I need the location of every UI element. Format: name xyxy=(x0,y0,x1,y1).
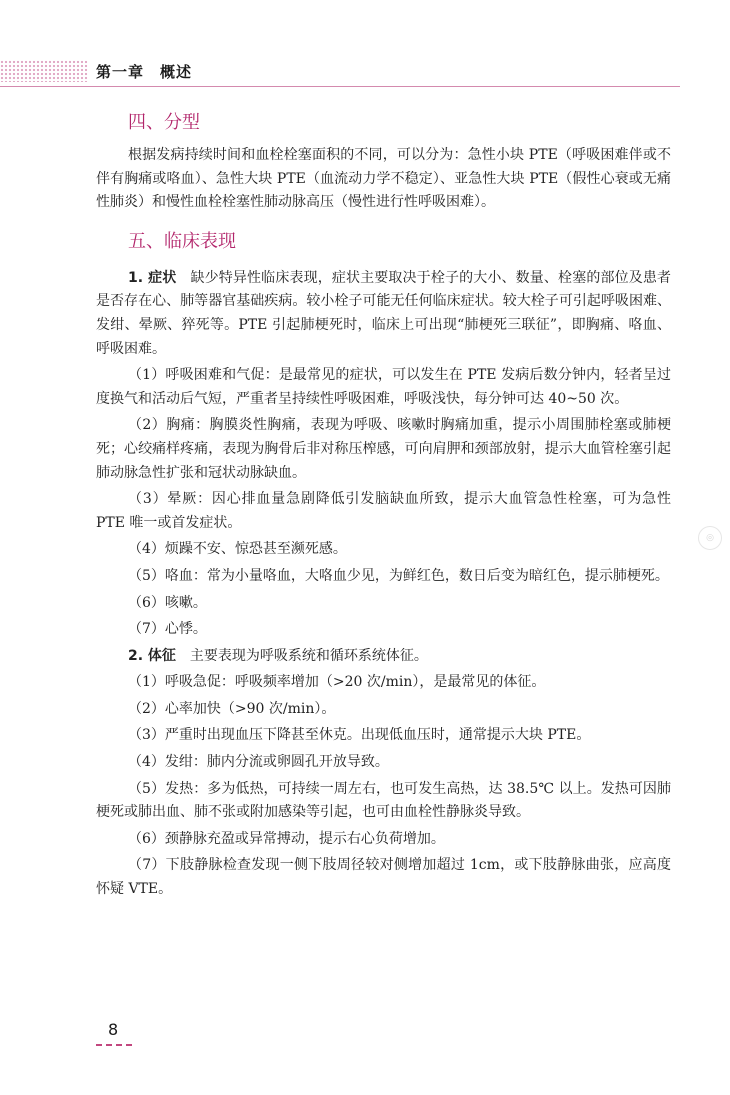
signs-intro: 主要表现为呼吸系统和循环系统体征。 xyxy=(175,647,428,664)
symptoms-label: 1. 症状 xyxy=(128,269,177,286)
header-dot-pattern xyxy=(0,60,88,82)
watermark-seal-icon: ◎ xyxy=(698,526,722,550)
sign-item: （5）发热：多为低热，可持续一周左右，也可发生高热，达 38.5℃ 以上。发热可因肺梗死或肺出血、肺不张或附加感染等引起，也可由血栓性静脉炎导致。 xyxy=(96,780,671,821)
symptom-item: （4）烦躁不安、惊恐甚至濒死感。 xyxy=(128,541,347,558)
symptom-item: （5）咯血：常为小量咯血，大咯血少见，为鲜红色，数日后变为暗红色，提示肺梗死。 xyxy=(128,567,669,584)
symptom-item: （2）胸痛：胸膜炎性胸痛，表现为呼吸、咳嗽时胸痛加重，提示小周围肺栓塞或肺梗死；心绞痛样疼痛，表现为胸骨后非对称压榨感，可向肩胛和颈部放射，提示大血管栓塞引起肺动脉急性扩张和冠状动脉缺血。 xyxy=(96,417,671,481)
sign-item: （7）下肢静脉检查发现一侧下肢周径较对侧增加超过 1cm，或下肢静脉曲张，应高度怀疑 VTE。 xyxy=(96,857,671,898)
symptom-item: （7）心悸。 xyxy=(128,621,207,638)
header-rule xyxy=(0,86,680,87)
sign-item: （1）呼吸急促：呼吸频率增加（>20 次/min），是最常见的体征。 xyxy=(128,674,546,691)
symptoms-paragraph xyxy=(96,267,671,361)
symptom-item: （3）晕厥：因心排血量急剧降低引发脑缺血所致，提示大血管急性栓塞，可为急性 PTE 唯一或首发症状。 xyxy=(96,491,671,531)
sign-item: （3）严重时出现血压下降甚至休克。出现低血压时，通常提示大块 PTE。 xyxy=(128,727,591,744)
signs-label: 2. 体征 xyxy=(128,647,176,664)
signs-paragraph xyxy=(96,645,671,669)
symptom-item: （6）咳嗽。 xyxy=(128,594,207,611)
chapter-title: 第一章 概述 xyxy=(96,63,193,81)
section-heading-classification: 四、分型 xyxy=(128,112,200,133)
classification-paragraph: 根据发病持续时间和血栓栓塞面积的不同，可以分为：急性小块 PTE（呼吸困难伴或不伴有胸痛或咯血）、急性大块 PTE（血流动力学不稳定）、亚急性大块 PTE（假性心衰或无痛性肺炎）和慢性血栓栓塞性肺动脉高压（慢性进行性呼吸困难）。 xyxy=(96,147,671,211)
section-heading-clinical-manifestations: 五、临床表现 xyxy=(128,230,236,252)
page-number: 8 xyxy=(108,1020,119,1039)
sign-item: （4）发绀：肺内分流或卵圆孔开放导致。 xyxy=(128,754,389,771)
page-body xyxy=(96,104,671,902)
symptoms-intro: 缺少特异性临床表现，症状主要取决于栓子的大小、数量、栓塞的部位及患者是否存在心、肺等器官基础疾病。较小栓子可能无任何临床症状。较大栓子可引起呼吸困难、发绀、晕厥、猝死等。PTE 引起肺梗死时，临床上可出现“肺梗死三联征”，即胸痛、咯血、呼吸困难。 xyxy=(96,269,672,357)
sign-item: （2）心率加快（>90 次/min）。 xyxy=(128,700,336,717)
page-number-rule xyxy=(96,1044,132,1046)
sign-item: （6）颈静脉充盈或异常搏动，提示右心负荷增加。 xyxy=(128,830,445,847)
symptom-item: （1）呼吸困难和气促：是最常见的症状，可以发生在 PTE 发病后数分钟内，轻者呈过度换气和活动后气短，严重者呈持续性呼吸困难，呼吸浅快，每分钟可达 40~50 次。 xyxy=(96,367,671,407)
